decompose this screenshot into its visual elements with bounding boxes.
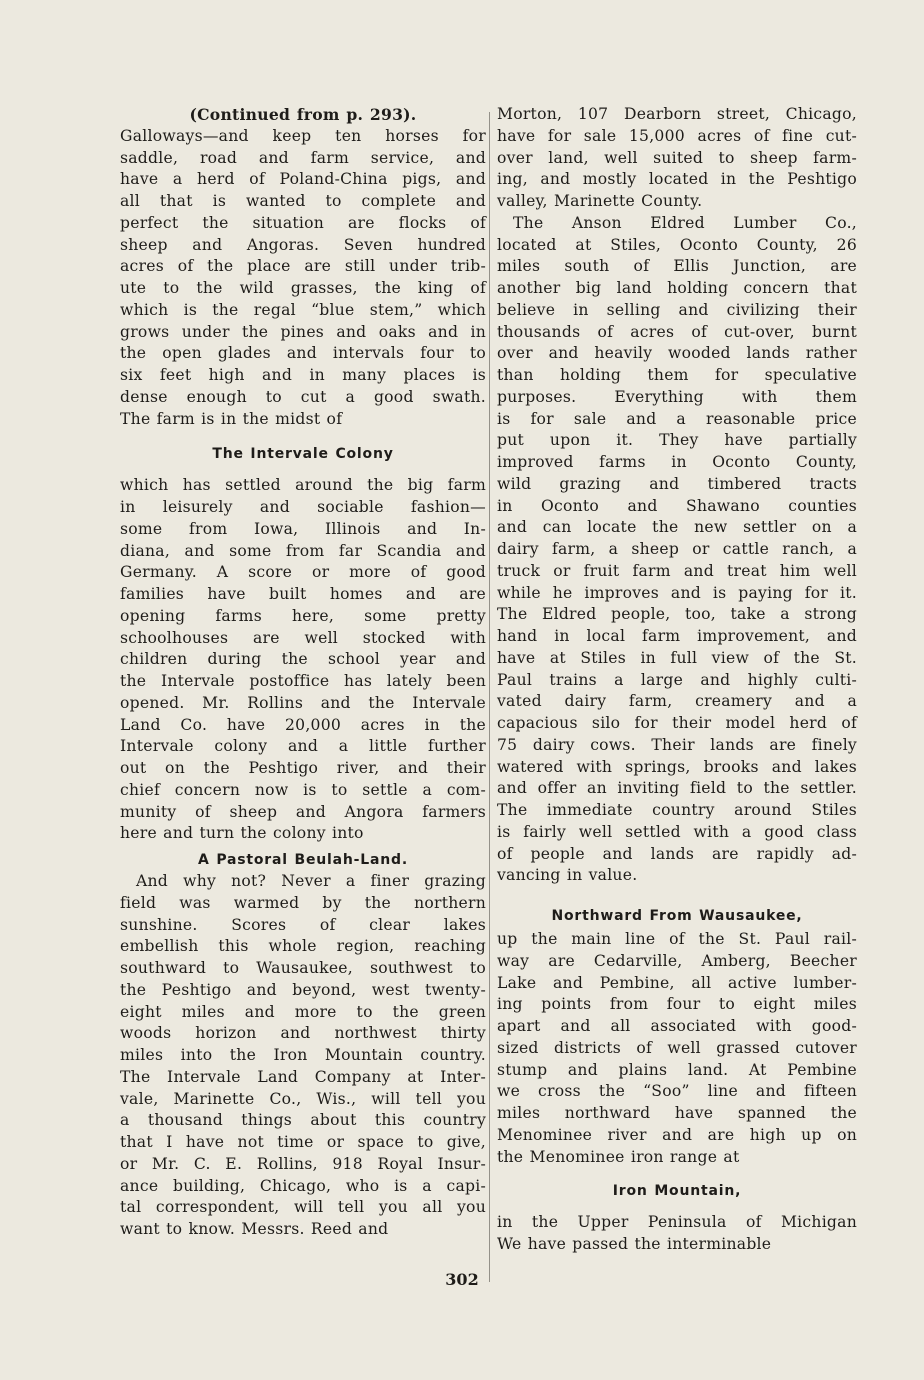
text-line: the Peshtigo and beyond, west twenty- xyxy=(120,980,486,999)
text-line: purposes. Everything with them xyxy=(497,387,857,406)
text-line: want to know. Messrs. Reed and xyxy=(120,1220,389,1238)
text-line: grows under the pines and oaks and in xyxy=(120,322,486,341)
text-line: vated dairy farm, creamery and a xyxy=(497,692,857,711)
text-line: We have passed the interminable xyxy=(497,1235,772,1253)
text-line: truck or fruit farm and treat him well xyxy=(497,561,857,580)
text-line: is for sale and a reasonable price xyxy=(497,409,857,428)
section-heading: Northward From Wausaukee, xyxy=(551,908,803,924)
text-line: the open glades and intervals four to xyxy=(120,344,486,363)
text-line: ute to the wild grasses, the king of xyxy=(120,279,486,297)
text-line: woods horizon and northwest thirty xyxy=(120,1024,486,1043)
text-line: six feet high and in many places is xyxy=(120,366,486,384)
left-column xyxy=(120,104,486,1241)
text-line: ing points from four to eight miles xyxy=(497,995,857,1014)
text-line: believe in selling and civilizing their xyxy=(497,300,857,319)
section-heading: The Intervale Colony xyxy=(212,446,394,463)
text-line: field was warmed by the northern xyxy=(120,893,486,912)
text-line: we cross the “Soo” line and fifteen xyxy=(497,1082,857,1101)
text-line: Paul trains a large and highly culti- xyxy=(497,670,857,689)
text-line: in leisurely and sociable fashion— xyxy=(120,498,486,516)
text-line: way are Cedarville, Amberg, Beecher xyxy=(497,951,857,970)
column-divider xyxy=(489,112,490,1282)
section-heading: Iron Mountain, xyxy=(612,1183,742,1200)
text-line: Germany. A score or more of good xyxy=(120,563,486,582)
text-line: apart and all associated with good- xyxy=(497,1017,857,1035)
text-line: thousands of acres of cut-over, burnt xyxy=(497,322,857,341)
text-line: embellish this whole region, reaching xyxy=(120,937,486,956)
text-line: Lake and Pembine, all active lumber- xyxy=(497,973,857,992)
text-line: Land Co. have 20,000 acres in the xyxy=(120,715,486,734)
text-line: in the Upper Peninsula of Michigan xyxy=(497,1213,857,1232)
continued-heading: (Continued from p. 293). xyxy=(189,105,417,124)
text-line: opening farms here, some pretty xyxy=(120,606,486,625)
text-line: chief concern now is to settle a com- xyxy=(120,780,486,799)
text-line: located at Stiles, Oconto County, 26 xyxy=(497,235,857,254)
text-line: miles into the Iron Mountain country. xyxy=(120,1046,486,1064)
text-line: put upon it. They have partially xyxy=(497,431,857,450)
text-line: over and heavily wooded lands rather xyxy=(497,344,857,363)
text-line: the Menominee iron range at xyxy=(497,1147,740,1166)
text-line: valley, Marinette County. xyxy=(497,192,703,210)
text-line: hand in local farm improvement, and xyxy=(497,627,857,645)
text-line: some from Iowa, Illinois and In- xyxy=(120,519,486,538)
text-line: over land, well suited to sheep farm- xyxy=(497,148,857,167)
text-line: perfect the situation are flocks of xyxy=(120,213,486,232)
text-line: And why not? Never a finer grazing xyxy=(136,872,486,890)
text-line: of people and lands are rapidly ad- xyxy=(497,844,857,863)
paragraph xyxy=(497,104,857,213)
text-line: that I have not time or space to give, xyxy=(120,1133,486,1151)
text-line: improved farms in Oconto County, xyxy=(497,453,857,471)
text-line: diana, and some from far Scandia and xyxy=(120,541,486,560)
text-line: here and turn the colony into xyxy=(120,824,364,843)
page-number: 302 xyxy=(445,1270,479,1289)
paragraph xyxy=(120,475,486,845)
text-line: is fairly well settled with a good class xyxy=(497,822,857,841)
text-line: eight miles and more to the green xyxy=(120,1002,486,1021)
text-line: out on the Peshtigo river, and their xyxy=(120,759,486,777)
text-line: or Mr. C. E. Rollins, 918 Royal Insur- xyxy=(120,1154,486,1173)
text-line: Menominee river and are high up on xyxy=(497,1125,857,1144)
text-line: Intervale colony and a little further xyxy=(120,737,486,756)
paragraph xyxy=(497,213,857,887)
text-line: families have built homes and are xyxy=(120,585,486,603)
text-line: The Eldred people, too, take a strong xyxy=(497,605,857,624)
text-line: saddle, road and farm service, and xyxy=(120,148,486,167)
section-heading: A Pastoral Beulah-Land. xyxy=(198,852,408,868)
text-line: which is the regal “blue stem,” which xyxy=(120,300,486,319)
text-line: 75 dairy cows. Their lands are finely xyxy=(497,735,857,754)
text-line: in Oconto and Shawano counties xyxy=(497,496,857,515)
text-line: have a herd of Poland-China pigs, and xyxy=(120,170,486,189)
text-line: dairy farm, a sheep or cattle ranch, a xyxy=(497,540,857,558)
text-line: another big land holding concern that xyxy=(497,279,857,297)
text-line: all that is wanted to complete and xyxy=(120,192,486,210)
text-line: ance building, Chicago, who is a capi- xyxy=(120,1176,486,1195)
text-line: the Intervale postoffice has lately been xyxy=(120,672,486,690)
text-line: vale, Marinette Co., Wis., will tell you xyxy=(120,1089,486,1108)
text-line: The farm is in the midst of xyxy=(120,409,343,428)
text-line: schoolhouses are well stocked with xyxy=(120,628,486,647)
text-line: vancing in value. xyxy=(497,866,638,885)
text-line: sunshine. Scores of clear lakes xyxy=(120,915,486,934)
text-line: munity of sheep and Angora farmers xyxy=(120,802,486,821)
right-column xyxy=(497,104,857,1256)
text-line: miles south of Ellis Junction, are xyxy=(497,257,857,276)
paragraph xyxy=(120,126,486,431)
text-line: up the main line of the St. Paul rail- xyxy=(497,930,857,948)
text-line: The Anson Eldred Lumber Co., xyxy=(513,213,857,232)
paragraph xyxy=(120,871,486,1241)
text-line: while he improves and is paying for it. xyxy=(497,583,857,602)
text-line: stump and plains land. At Pembine xyxy=(497,1060,857,1079)
text-line: dense enough to cut a good swath. xyxy=(120,387,486,406)
text-line: children during the school year and xyxy=(120,650,486,669)
paragraph xyxy=(497,929,857,1168)
text-line: than holding them for speculative xyxy=(497,366,857,384)
text-line: wild grazing and timbered tracts xyxy=(497,474,857,493)
text-line: which has settled around the big farm xyxy=(120,476,486,495)
text-line: Morton, 107 Dearborn street, Chicago, xyxy=(497,105,857,123)
text-line: opened. Mr. Rollins and the Intervale xyxy=(120,693,486,712)
text-line: southward to Wausaukee, southwest to xyxy=(120,959,486,977)
text-line: The Intervale Land Company at Inter- xyxy=(120,1067,486,1086)
text-line: miles northward have spanned the xyxy=(497,1104,857,1122)
text-line: Galloways—and keep ten horses for xyxy=(120,126,486,145)
text-line: The immediate country around Stiles xyxy=(497,801,857,819)
text-line: sheep and Angoras. Seven hundred xyxy=(120,235,486,254)
text-line: watered with springs, brooks and lakes xyxy=(497,757,857,776)
text-line: have for sale 15,000 acres of fine cut- xyxy=(497,126,857,145)
text-line: have at Stiles in full view of the St. xyxy=(497,648,857,667)
text-line: acres of the place are still under trib- xyxy=(120,257,486,276)
text-line: and offer an inviting field to the settler. xyxy=(497,779,857,798)
text-line: a thousand things about this country xyxy=(120,1111,486,1130)
text-line: sized districts of well grassed cutover xyxy=(497,1038,857,1057)
text-line: ing, and mostly located in the Peshtigo xyxy=(497,170,857,189)
text-line: and can locate the new settler on a xyxy=(497,518,857,537)
paragraph xyxy=(497,1212,857,1256)
text-line: capacious silo for their model herd of xyxy=(497,714,857,732)
text-line: tal correspondent, will tell you all you xyxy=(120,1198,486,1217)
